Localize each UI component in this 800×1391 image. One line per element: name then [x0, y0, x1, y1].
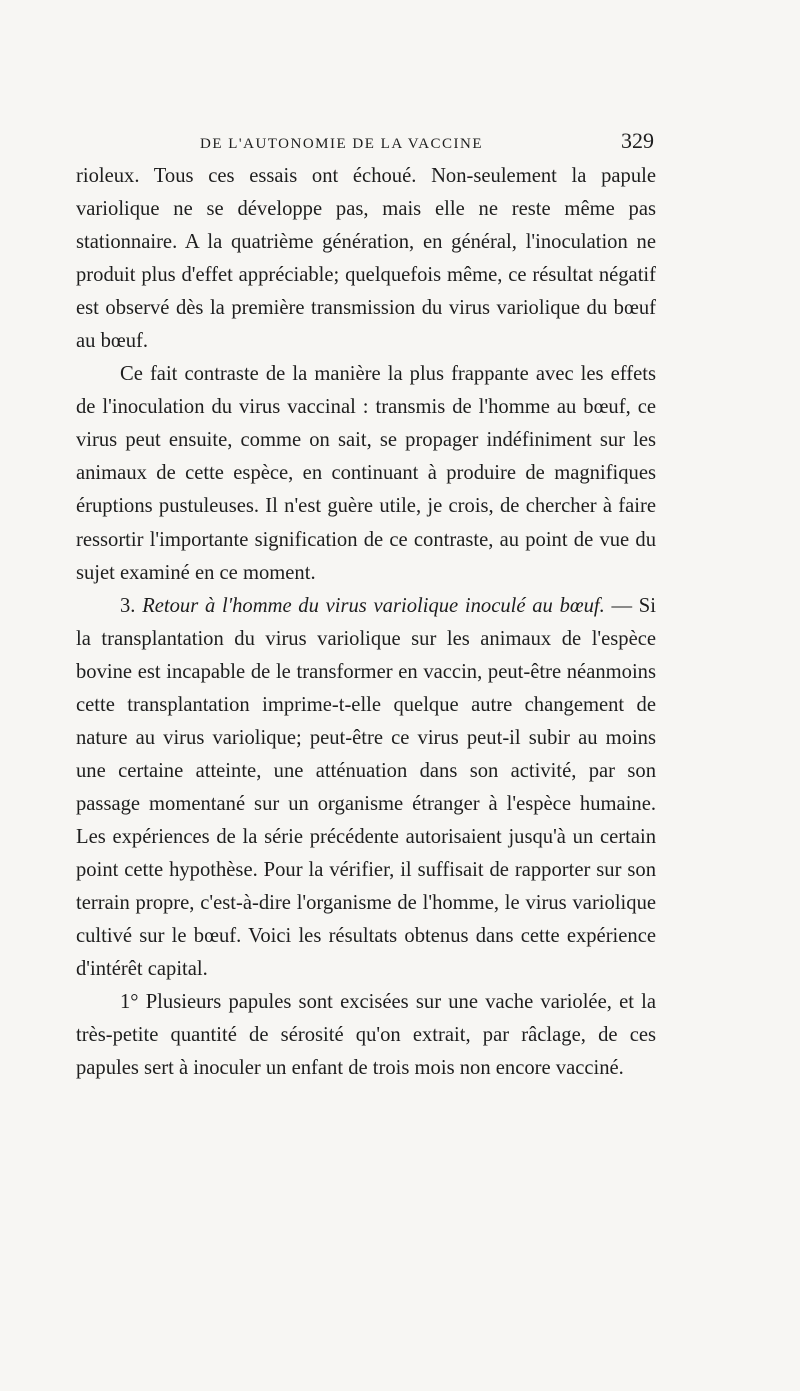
section-text: — Si la transplantation du virus variolique sur les animaux de l'espèce bovine est incapable de le transformer en vaccin, peut-être néanmoins cette transplantation imprime-t-elle quelque autre changement de nature au virus variolique; peut-être ce virus peut-il subir au moins une certaine atteinte, une atténuation dans son activité, par son passage momentané sur un organisme étranger à l'espèce humaine. Les expériences de la série précédente autorisaient jusqu'à un certain point cette hypothèse. Pour la vérifier, il suffisait de rapporter sur son terrain propre, c'est-à-dire l'organisme de l'homme, le virus variolique cultivé sur le bœuf. Voici les résultats obtenus dans cette expérience d'intérêt capital.: [76, 594, 656, 981]
paragraph-experiment: 1° Plusieurs papules sont excisées sur une vache variolée, et la très-petite quantité de sérosité qu'on extrait, par râclage, de ces papules sert à inoculer un enfant de trois mois non encore vacciné.: [76, 991, 656, 1080]
section-number: 3.: [120, 594, 136, 617]
running-header: [76, 128, 656, 154]
body-text: [76, 160, 656, 1085]
paragraph-contrast: Ce fait contraste de la manière la plus frappante avec les effets de l'inoculation du virus vaccinal : transmis de l'homme au bœuf, ce virus peut ensuite, comme on sait, se propager indéfiniment sur les animaux de cette espèce, en continuant à produire de magnifiques éruptions pustuleuses. Il n'est guère utile, je crois, de chercher à faire ressortir l'importante signification de ce contraste, au point de vue du sujet examiné en ce moment.: [76, 363, 656, 584]
book-page: [76, 128, 656, 1085]
running-title: DE L'AUTONOMIE DE LA VACCINE: [200, 136, 484, 152]
page-number: 329: [621, 128, 654, 153]
paragraph-continuation: rioleux. Tous ces essais ont échoué. Non-seulement la papule variolique ne se développe pas, mais elle ne reste même pas stationnaire. A la quatrième génération, en général, l'inoculation ne produit plus d'effet appréciable; quelquefois même, ce résultat négatif est observé dès la première transmission du virus variolique du bœuf au bœuf.: [76, 165, 656, 353]
section-paragraph: [76, 590, 656, 987]
section-title: Retour à l'homme du virus variolique inoculé au bœuf.: [142, 594, 605, 617]
